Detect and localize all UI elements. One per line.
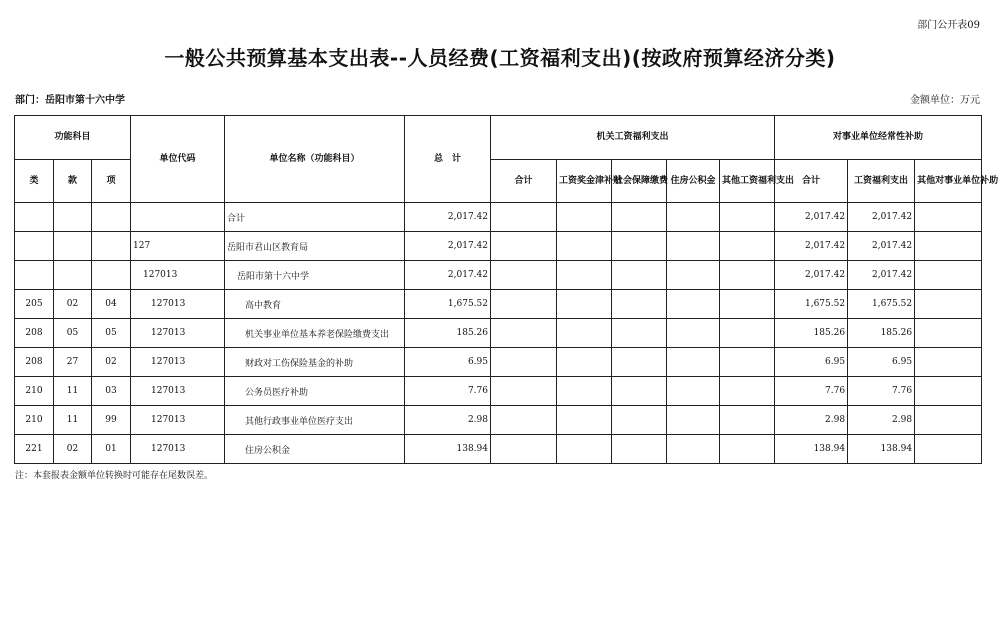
header-lei: 类 — [15, 160, 54, 203]
header-row-1 — [15, 116, 982, 160]
cell-org-housing — [667, 261, 720, 290]
header-org-group: 机关工资福利支出 — [491, 116, 775, 160]
cell-code — [131, 203, 225, 232]
cell-kuan: 11 — [54, 406, 92, 435]
cell-xiang: 02 — [92, 348, 131, 377]
cell-org-other — [720, 406, 775, 435]
cell-org-total — [491, 348, 557, 377]
cell-org-social — [612, 406, 667, 435]
cell-total: 2,017.42 — [405, 261, 491, 290]
table-row — [15, 319, 982, 348]
cell-xiang — [92, 232, 131, 261]
table-row — [15, 232, 982, 261]
table-row — [15, 377, 982, 406]
cell-org-social — [612, 261, 667, 290]
cell-code: 127013 — [131, 261, 225, 290]
cell-inst-salary: 2,017.42 — [848, 261, 915, 290]
amount-unit-label: 金额单位：万元 — [910, 95, 980, 106]
cell-name: 财政对工伤保险基金的补助 — [225, 348, 405, 377]
cell-lei: 210 — [15, 406, 54, 435]
cell-name: 住房公积金 — [225, 435, 405, 464]
cell-xiang: 01 — [92, 435, 131, 464]
cell-org-housing — [667, 319, 720, 348]
cell-code: 127 — [131, 232, 225, 261]
cell-org-other — [720, 435, 775, 464]
cell-org-bonus — [557, 232, 612, 261]
cell-org-bonus — [557, 406, 612, 435]
table-row — [15, 261, 982, 290]
department-label: 部门：岳阳市第十六中学 — [15, 95, 125, 106]
cell-inst-other — [915, 377, 982, 406]
cell-org-total — [491, 406, 557, 435]
cell-org-total — [491, 203, 557, 232]
cell-total: 2,017.42 — [405, 232, 491, 261]
cell-org-other — [720, 203, 775, 232]
cell-org-total — [491, 435, 557, 464]
cell-inst-other — [915, 406, 982, 435]
cell-total: 7.76 — [405, 377, 491, 406]
header-org-housing: 住房公积金 — [667, 160, 720, 203]
header-org-social: 社会保障缴费 — [612, 160, 667, 203]
cell-lei: 208 — [15, 319, 54, 348]
cell-org-social — [612, 319, 667, 348]
cell-inst-other — [915, 348, 982, 377]
table-row — [15, 203, 982, 232]
cell-xiang: 04 — [92, 290, 131, 319]
cell-org-total — [491, 290, 557, 319]
cell-inst-other — [915, 232, 982, 261]
cell-org-housing — [667, 377, 720, 406]
cell-inst-salary: 185.26 — [848, 319, 915, 348]
cell-kuan: 02 — [54, 435, 92, 464]
header-inst-salary: 工资福利支出 — [848, 160, 915, 203]
cell-inst-total: 2.98 — [775, 406, 848, 435]
cell-org-bonus — [557, 377, 612, 406]
cell-inst-total: 2,017.42 — [775, 203, 848, 232]
cell-total: 2,017.42 — [405, 203, 491, 232]
cell-org-housing — [667, 435, 720, 464]
cell-org-social — [612, 232, 667, 261]
cell-inst-total: 185.26 — [775, 319, 848, 348]
cell-org-bonus — [557, 290, 612, 319]
cell-kuan: 11 — [54, 377, 92, 406]
header-inst-total: 合计 — [775, 160, 848, 203]
cell-org-social — [612, 435, 667, 464]
header-inst-group: 对事业单位经常性补助 — [775, 116, 982, 160]
header-org-total: 合计 — [491, 160, 557, 203]
cell-org-housing — [667, 290, 720, 319]
cell-code: 127013 — [131, 348, 225, 377]
cell-inst-other — [915, 261, 982, 290]
cell-org-other — [720, 232, 775, 261]
budget-table — [14, 115, 999, 464]
cell-inst-salary: 7.76 — [848, 377, 915, 406]
cell-org-bonus — [557, 261, 612, 290]
cell-org-bonus — [557, 319, 612, 348]
header-xiang: 项 — [92, 160, 131, 203]
cell-org-housing — [667, 406, 720, 435]
cell-org-total — [491, 319, 557, 348]
cell-xiang — [92, 203, 131, 232]
header-inst-other: 其他对事业单位补助 — [915, 160, 982, 203]
cell-inst-total: 6.95 — [775, 348, 848, 377]
cell-xiang: 05 — [92, 319, 131, 348]
header-org-bonus: 工资奖金津补贴 — [557, 160, 612, 203]
cell-code: 127013 — [131, 406, 225, 435]
cell-lei: 208 — [15, 348, 54, 377]
cell-inst-salary: 2.98 — [848, 406, 915, 435]
cell-kuan — [54, 203, 92, 232]
cell-name: 岳阳市第十六中学 — [225, 261, 405, 290]
cell-code: 127013 — [131, 290, 225, 319]
header-func-subject: 功能科目 — [15, 116, 131, 160]
cell-inst-other — [915, 290, 982, 319]
header-total: 总 计 — [405, 116, 491, 203]
cell-org-other — [720, 348, 775, 377]
cell-inst-total: 2,017.42 — [775, 232, 848, 261]
cell-org-social — [612, 348, 667, 377]
cell-kuan: 02 — [54, 290, 92, 319]
cell-xiang: 03 — [92, 377, 131, 406]
cell-org-bonus — [557, 348, 612, 377]
cell-inst-other — [915, 435, 982, 464]
cell-code: 127013 — [131, 319, 225, 348]
cell-org-total — [491, 261, 557, 290]
table-row — [15, 290, 982, 319]
header-org-other: 其他工资福利支出 — [720, 160, 775, 203]
cell-org-social — [612, 377, 667, 406]
cell-org-other — [720, 319, 775, 348]
table-code: 部门公开表09 — [917, 20, 980, 31]
cell-name: 岳阳市君山区教育局 — [225, 232, 405, 261]
footnote: 注：本套报表金额单位转换时可能存在尾数误差。 — [15, 471, 214, 481]
cell-kuan: 05 — [54, 319, 92, 348]
cell-org-housing — [667, 203, 720, 232]
cell-kuan: 27 — [54, 348, 92, 377]
cell-lei: 221 — [15, 435, 54, 464]
header-unit-code: 单位代码 — [131, 116, 225, 203]
table-row — [15, 435, 982, 464]
header-kuan: 款 — [54, 160, 92, 203]
cell-lei — [15, 232, 54, 261]
cell-inst-total: 2,017.42 — [775, 261, 848, 290]
cell-total: 1,675.52 — [405, 290, 491, 319]
cell-xiang: 99 — [92, 406, 131, 435]
cell-total: 138.94 — [405, 435, 491, 464]
cell-name: 合计 — [225, 203, 405, 232]
cell-name: 公务员医疗补助 — [225, 377, 405, 406]
cell-xiang — [92, 261, 131, 290]
table-row — [15, 406, 982, 435]
cell-total: 2.98 — [405, 406, 491, 435]
cell-name: 机关事业单位基本养老保险缴费支出 — [225, 319, 405, 348]
cell-inst-total: 1,675.52 — [775, 290, 848, 319]
cell-inst-total: 138.94 — [775, 435, 848, 464]
cell-org-total — [491, 232, 557, 261]
cell-total: 6.95 — [405, 348, 491, 377]
cell-org-bonus — [557, 435, 612, 464]
cell-org-social — [612, 203, 667, 232]
cell-org-social — [612, 290, 667, 319]
cell-code: 127013 — [131, 377, 225, 406]
cell-inst-total: 7.76 — [775, 377, 848, 406]
cell-inst-salary: 2,017.42 — [848, 203, 915, 232]
cell-code: 127013 — [131, 435, 225, 464]
cell-inst-other — [915, 203, 982, 232]
cell-name: 其他行政事业单位医疗支出 — [225, 406, 405, 435]
cell-inst-salary: 138.94 — [848, 435, 915, 464]
cell-org-other — [720, 377, 775, 406]
cell-inst-salary: 1,675.52 — [848, 290, 915, 319]
cell-inst-other — [915, 319, 982, 348]
cell-lei: 210 — [15, 377, 54, 406]
cell-org-housing — [667, 232, 720, 261]
table-row — [15, 348, 982, 377]
cell-kuan — [54, 232, 92, 261]
cell-lei: 205 — [15, 290, 54, 319]
cell-org-bonus — [557, 203, 612, 232]
cell-name: 高中教育 — [225, 290, 405, 319]
cell-inst-salary: 6.95 — [848, 348, 915, 377]
cell-inst-salary: 2,017.42 — [848, 232, 915, 261]
header-unit-name: 单位名称（功能科目） — [225, 116, 405, 203]
cell-kuan — [54, 261, 92, 290]
cell-org-housing — [667, 348, 720, 377]
cell-total: 185.26 — [405, 319, 491, 348]
cell-org-other — [720, 290, 775, 319]
cell-lei — [15, 261, 54, 290]
cell-lei — [15, 203, 54, 232]
cell-org-total — [491, 377, 557, 406]
page-title: 一般公共预算基本支出表--人员经费(工资福利支出)(按政府预算经济分类) — [164, 46, 836, 70]
cell-org-other — [720, 261, 775, 290]
